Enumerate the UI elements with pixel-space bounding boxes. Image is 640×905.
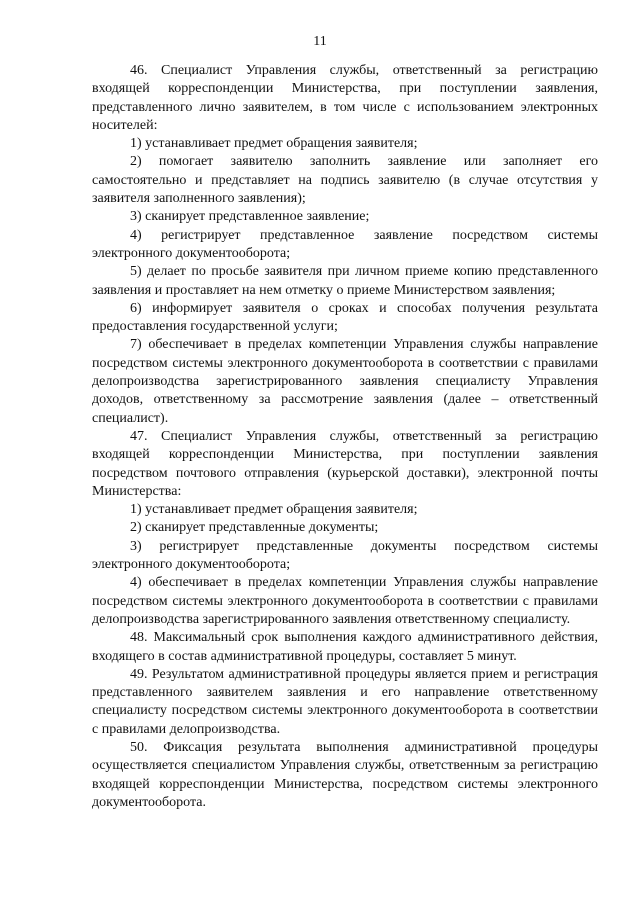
paragraph-47: 47. Специалист Управления службы, ответственный за регистрацию входящей корреспонденции Министерства, при поступлении заявления посредством почтового отправления (курьерской доставки), электронной почты Министерства: <box>92 428 598 499</box>
document-body <box>92 62 598 812</box>
list-item: 4) регистрирует представленное заявление посредством системы электронного документооборота; <box>92 227 598 261</box>
list-item: 7) обеспечивает в пределах компетенции Управления службы направление посредством системы электронного документооборота в соответствии с правилами делопроизводства зарегистрированного заявления специалисту Управления доходов, ответственному за рассмотрение заявления (далее – ответственный специалист). <box>92 337 598 426</box>
paragraph-48: 48. Максимальный срок выполнения каждого административного действия, входящего в состав административной процедуры, составляет 5 минут. <box>92 630 598 664</box>
page-number: 11 <box>313 34 327 49</box>
list-item: 2) сканирует представленные документы; <box>130 520 379 536</box>
list-item: 3) регистрирует представленные документы посредством системы электронного документооборота; <box>92 538 598 573</box>
list-item: 5) делает по просьбе заявителя при личном приеме копию представленного заявления и проставляет на нем отметку о приеме Министерством заявления; <box>92 264 598 298</box>
paragraph-46: 46. Специалист Управления службы, ответственный за регистрацию входящей корреспонденции Министерства, при поступлении заявления, представленного лично заявителем, в том числе с использованием электронных носителей: <box>92 63 598 133</box>
list-item: 1) устанавливает предмет обращения заявителя; <box>130 502 418 518</box>
list-item: 3) сканирует представленное заявление; <box>130 209 370 225</box>
list-item: 6) информирует заявителя о сроках и способах получения результата предоставления государственной услуги; <box>92 300 598 335</box>
list-item: 2) помогает заявителю заполнить заявление или заполняет его самостоятельно и представляет на подпись заявителю (в случае отсутствия у заявителя заполненного заявления); <box>92 154 598 207</box>
paragraph-50: 50. Фиксация результата выполнения административной процедуры осуществляется специалистом Управления службы, ответственным за регистрацию входящей корреспонденции Министерства, посредством системы электронного документооборота. <box>92 739 598 810</box>
list-item: 4) обеспечивает в пределах компетенции Управления службы направление посредством системы электронного документооборота в соответствии с правилами делопроизводства зарегистрированного заявления ответственному специалисту. <box>92 575 598 627</box>
paragraph-49: 49. Результатом административной процедуры является прием и регистрация представленного заявителем заявления и его направление ответственному специалисту посредством системы электронного документооборота в соответствии с правилами делопроизводства. <box>92 666 598 737</box>
list-item: 1) устанавливает предмет обращения заявителя; <box>130 136 418 152</box>
